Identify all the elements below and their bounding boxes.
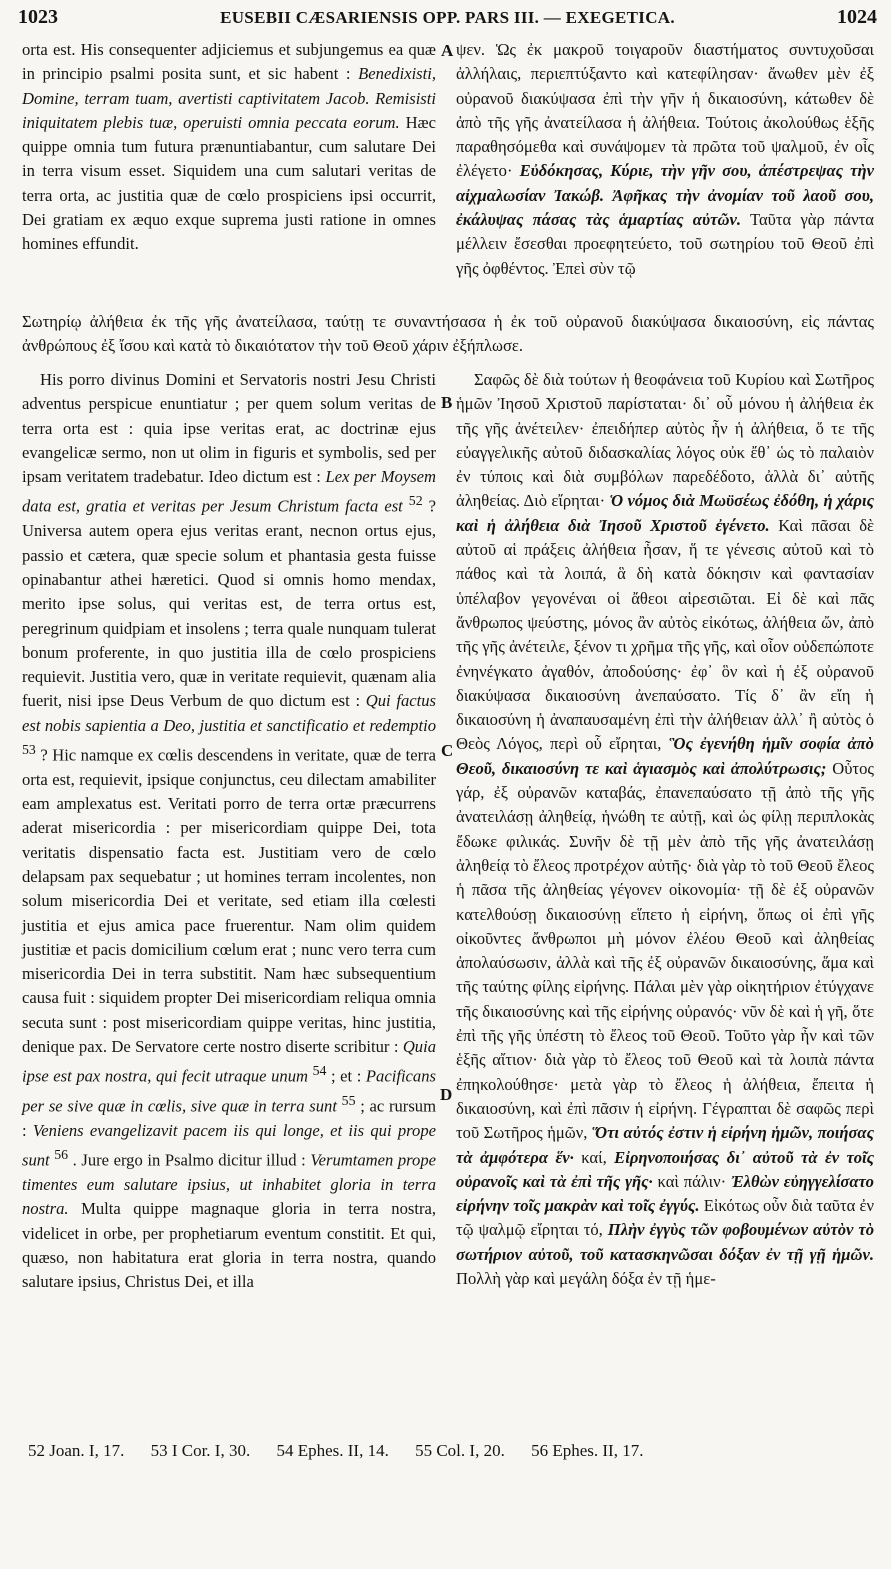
footnote: 56 Ephes. II, 17.	[531, 1441, 644, 1460]
greek-quote: Πλὴν ἐγγὺς τῶν φοβουμένων αὐτὸν τὸ σωτήριον αὐτοῦ, τοῦ κατασκηνῶσαι δόξαν ἐν τῇ γῇ ἡμῶν.	[456, 1220, 874, 1264]
page-header	[18, 4, 877, 34]
latin-quote: Pacificans per se sive quæ in cœlis, sive quæ in terra sunt	[22, 1066, 436, 1116]
greek-quote: Ὅτι αὐτός ἐστιν ἡ εἰρήνη ἡμῶν, ποιήσας τὰ ἀμφότερα ἕν·	[456, 1123, 874, 1167]
greek-quote: Ἐλθὼν εὐηγγελίσατο εἰρήνην τοῖς μακρὰν καὶ τοῖς ἐγγύς.	[456, 1171, 874, 1216]
greek-paragraph: Σαφῶς δὲ διὰ τούτων ἡ θεοφάνεια τοῦ Κυρίου καὶ Σωτῆρος ἡμῶν Ἰησοῦ Χριστοῦ παρίσταται· δι᾿ οὗ μόνου ἡ ἀλήθεια ἐκ τῆς γῆς ἀνέτειλεν· ἐπειδήπερ αὐτὸς ἦν ἡ ἀλήθεια, ὅ τε τῆς εὐαγγελικῆς αὐτοῦ διδασκαλίας λόγος οὐκ ἔθ᾿ ὡς τὸ παλαιὸν ἐν τύποις καὶ διὰ συμβόλων παρεδέδοτο, ἀλλὰ δι᾿ αὐτῆς ἀληθείας. Διὸ εἴρηται· Ὁ νόμος διὰ Μωϋσέως ἐδόθη, ἡ χάρις καὶ ἡ ἀλήθεια διὰ Ἰησοῦ Χριστοῦ ἐγένετο. Καὶ πᾶσαι δὲ αὐτοῦ αἱ πράξεις ἀλήθεια ἦσαν, ἥ τε γένεσις αὐτοῦ καὶ τὸ πάθος καὶ τὰ λοιπά, ἃ δὴ κατὰ δόκησιν καὶ φαντασίαν ὑπέλαβον γεγονέναι οἱ ἄθεοι αἱρεσιῶται. Εἰ δὲ καὶ πᾶς ἄνθρωπος ψεύστης, μόνος ἂν αὐτὸς εἰκότως, ἀλήθεια ὤν, ἀπὸ τῆς γῆς ἀνέτειλε, ξένον τι χρῆμα τῆς γῆς, καὶ οἷον οὐδεπώποτε ἐνηνέγκατο ἀγαθόν, ἀποδούσης· ἐφ᾿ ὃν καὶ ἡ ἐξ οὐρανοῦ διακύψασα δικαιοσύνη ἀνεπαύσατο. Τίς δ᾿ ἂν εἴη ἡ δικαιοσύνη ἡ ἀναπαυσαμένη ἐπὶ τὴν ἀλήθειαν ἀλλ᾿ ἢ αὐτὸς ὁ Θεὸς Λόγος, περὶ οὗ εἴρηται, Ὃς ἐγενήθη ἡμῖν σοφία ἀπὸ Θεοῦ, δικαιοσύνη τε καὶ ἁγιασμὸς καὶ ἀπολύτρωσις; Οὗτος γάρ, ἐξ οὐρανῶν καταβάς, ἐπανεπαύσατο τῇ ἀπὸ τῆς γῆς ἀνατειλάσῃ ἀληθείᾳ, ἡνώθη τε αὐτῇ, καὶ ὡς φίλῃ περιπλοκὰς ἔδωκε φιλικάς. Συνῆν δὲ τῇ μὲν ἀπὸ τῆς γῆς ἀνατειλάσῃ ἀληθείᾳ τὸ ἔλεος προτρέχον αὐτῆς· διὰ γὰρ τὸ τοῦ Θεοῦ ἔλεος ἡ πᾶσα τῆς ἀληθείας γέγονεν οἰκονομία· τῇ δὲ ἐξ οὐρανῶν κατελθούσῃ δικαιοσύνῃ εἵπετο ἡ εἰρήνη, ὅπως οἱ ἐπὶ γῆς οἰκοῦντες ἄνθρωποι μὴ μόνον ἐλέου Θεοῦ καὶ ἀληθείας ἀπολαύσωσιν, ἀλλὰ καὶ τῆς ἐξ οὐρανῶν δικαιοσύνης, ἅμα καὶ τῆς ταύτης φίλης εἰρήνης. Πάλαι μὲν γὰρ οἰκητήριον ἐτύγχανε τῆς δικαιοσύνης καὶ τῆς εἰρήνης οὐρανός· νῦν δὲ καὶ ἡ γῆ, ὅτε ἐπὶ τῆς γῆς ὑπέστη τὸ ἔλεος τοῦ Θεοῦ. Τοῦτο γὰρ ἦν καὶ τῶν ἑξῆς αἴτιον· διὰ γὰρ τὸ ἔλεος τοῦ Θεοῦ καὶ τὰ λοιπὰ πάντα ἐπηκολούθησε· μετὰ γὰρ τὸ ἔλεος ἡ ἀλήθεια, ἔπειτα ἡ δικαιοσύνη, καὶ ἐπὶ πᾶσιν ἡ εἰρήνη. Γέγραπται δὲ σαφῶς περὶ τοῦ Σωτῆρος ἡμῶν, Ὅτι αὐτός ἐστιν ἡ εἰρήνη ἡμῶν, ποιήσας τὰ ἀμφότερα ἕν· καί, Εἰρηνοποιήσας δι᾿ αὐτοῦ τὰ ἐν τοῖς οὐρανοῖς καὶ τὰ ἐπὶ τῆς γῆς· καὶ πάλιν· Ἐλθὼν εὐηγγελίσατο εἰρήνην τοῖς μακρὰν καὶ τοῖς ἐγγύς. Εἰκότως οὖν διὰ ταῦτα ἐν τῷ ψαλμῷ εἴρηται τό, Πλὴν ἐγγὺς τῶν φοβουμένων αὐτὸν τὸ σωτήριον αὐτοῦ, τοῦ κατασκηνῶσαι δόξαν ἐν τῇ γῇ ἡμῶν. Πολλὴ γὰρ καὶ μεγάλη δόξα ἐν τῇ ἡμε-	[456, 370, 874, 1288]
latin-quote: Veniens evangelizavit pacem iis qui longe, et iis qui prope sunt	[22, 1121, 436, 1170]
latin-column-top	[22, 38, 436, 257]
greek-quote: Ὁ νόμος διὰ Μωϋσέως ἐδόθη, ἡ χάρις καὶ ἡ ἀλήθεια διὰ Ἰησοῦ Χριστοῦ ἐγένετο.	[456, 491, 874, 535]
footnotes	[28, 1441, 888, 1461]
latin-quote: Lex per Moysem data est, gratia et veritas per Jesum Christum facta est	[22, 467, 436, 517]
footnote: 52 Joan. I, 17.	[28, 1441, 125, 1460]
latin-paragraph: orta est. His consequenter adjiciemus et subjungemus ea quæ in principio psalmi posita sunt, et sic habent : Benedixisti, Domine, terram tuam, avertisti captivitatem Jacob. Remisisti iniquitatem plebis tuæ, operuisti omnia peccata eorum. Hæc quippe omnia tum futura prænuntiabantur, cum salutare Dei in terra visum esset. Siquidem una cum salutari veritas de terra orta, ac justitia quæ de cœlo prospiciens ipsi occurrit, Dei gratiam ex æquo exque suprema justi ratione in omnes homines effundit.	[22, 40, 437, 254]
page-number-right: 1024	[837, 6, 877, 28]
page-number-left: 1023	[18, 6, 58, 28]
greek-quote: Εἰρηνοποιήσας δι᾿ αὐτοῦ τὰ ἐν τοῖς οὐρανοῖς καὶ τὰ ἐπὶ τῆς γῆς·	[456, 1147, 874, 1191]
latin-quote: Quia ipse est pax nostra, qui fecit utraque unum	[22, 1037, 437, 1086]
latin-quote: Qui factus est nobis sapientia a Deo, justitia et sanctificatio et redemptio	[22, 691, 436, 735]
footnote-ref: 55	[341, 1093, 356, 1109]
greek-spanning-line: Σωτηρίῳ ἀλήθεια ἐκ τῆς γῆς ἀνατείλασα, ταύτῃ τε συναντήσασα ἡ ἐκ τοῦ οὐρανοῦ διακύψασα δικαιοσύνη, εἰς πάντας ἀνθρώπους ἐξ ἴσου καὶ κατὰ τὸ δικαιότατον τὴν τοῦ Θεοῦ χάριν ἐξήπλωσε.	[22, 312, 874, 356]
latin-quote: Verumtamen prope timentes eum salutare ipsius, ut inhabitet gloria in terra nostra.	[22, 1150, 436, 1219]
greek-paragraph: ψεν. Ὡς ἐκ μακροῦ τοιγαροῦν διαστήματος συντυχοῦσαι ἀλλήλαις, περιεπτύξαντο καὶ κατεφίλησαν· ἄνωθεν μὲν ἐξ οὐρανοῦ διακύψασα ἐπὶ τὴν γῆν ἡ δικαιοσύνη, κάτωθεν δὲ ἀπὸ τῆς γῆς ἀνατείλασα ἡ ἀλήθεια. Τούτοις ἀκολούθως ἑξῆς παραθησόμεθα καὶ συνάψομεν τὰ πρῶτα τοῦ ψαλμοῦ, ἐν οἷς ἐλέγετο· Εὐδόκησας, Κύριε, τὴν γῆν σου, ἀπέστρεψας τὴν αἰχμαλωσίαν Ἰακώβ. Ἀφῆκας τὴν ἀνομίαν τοῦ λαοῦ σου, ἐκάλυψας πάσας τὰς ἁμαρτίας αὐτῶν. Ταῦτα γὰρ πάντα μέλλειν ἔσεσθαι προεφητεύετο, τοῦ σωτηρίου τοῦ Θεοῦ ἐπὶ γῆς ὀφθέντος. Ἐπεὶ σὺν τῷ	[456, 40, 874, 278]
latin-quote: Benedixisti, Domine, terram tuam, avertisti captivitatem Jacob. Remisisti iniquitatem plebis tuæ, operuisti omnia peccata eorum.	[22, 64, 437, 132]
section-marker-d: D	[440, 1085, 453, 1104]
footnote-ref: 54	[312, 1063, 327, 1079]
latin-column-main	[22, 368, 436, 1295]
section-marker-a: A	[441, 41, 454, 60]
footnote-ref: 53	[22, 741, 36, 757]
section-marker-c: C	[441, 741, 454, 760]
footnote: 54 Ephes. II, 14.	[276, 1441, 389, 1460]
greek-quote: Εὐδόκησας, Κύριε, τὴν γῆν σου, ἀπέστρεψας τὴν αἰχμαλωσίαν Ἰακώβ. Ἀφῆκας τὴν ἀνομίαν τοῦ λαοῦ σου, ἐκάλυψας πάσας τὰς ἁμαρτίας αὐτῶν.	[456, 161, 874, 230]
greek-column-top	[456, 38, 874, 281]
footnote: 55 Col. I, 20.	[415, 1441, 505, 1460]
footnote-ref: 56	[54, 1147, 69, 1163]
greek-quote: Ὃς ἐγενήθη ἡμῖν σοφία ἀπὸ Θεοῦ, δικαιοσύνη τε καὶ ἁγιασμὸς καὶ ἀπολύτρωσις;	[456, 734, 874, 778]
greek-column-main	[456, 368, 874, 1291]
footnote: 53 I Cor. I, 30.	[150, 1441, 251, 1460]
running-title: EUSEBII CÆSARIENSIS OPP. PARS III. — EXEGETICA.	[220, 8, 675, 27]
footnote-ref: 52	[408, 493, 423, 509]
latin-paragraph: His porro divinus Domini et Servatoris nostri Jesu Christi adventus perspicue enuntiatur ; per quem solum veritas de terra orta est : quia ipse veritas erat, ac doctrinæ ejus evangelicæ sermo, non ut olim in figuris et symbolis, sed per ipsam veritatem tradebatur. Ideo dictum est : Lex per Moysem data est, gratia et veritas per Jesum Christum facta est $^{52}$ ? Universa autem opera ejus veritas erant, necnon ortus ejus, passio et cætera, quæ specie solum et phantasia gesta fuisse opinabantur athei hæretici. Quod si omnis homo mendax, merito ipse solus, qui veritas est, de terra ortus est, peregrinum quidpiam et insolens ; terra quale nunquam tulerat bonum proferente, in quo justitia illa de cœlo prospiciens requievit. Justitia vero, quæ in veritate requievit, quænam alia fuerit, nisi ipse Deus Verbum de quo dictum est : Qui factus est nobis sapientia a Deo, justitia et sanctificatio et redemptio $^{53}$ ? Hic namque ex cœlis descendens in veritate, quæ de terra orta est, requievit, ipsique conjunctus, ceu dilectam amabiliter eam amplexatus est. Veritati porro de terra ortæ præcurrens aderat misericordia : per misericordiam quippe Dei, tota veritatis dispensatio facta est. Justitiam vero de cœlo delapsam pax sequebatur ; ut homines terram incolentes, non solum misericordia Dei et veritate, sed etiam illa cœlesti justitia et ejus amica pace fruerentur. Nam olim quidem justitiæ et pacis domicilium cœlum erat ; nunc vero terra cum misericordia Dei in terra substitit. Nam hæc subsequentium causa fuit : siquidem propter Dei misericordiam reliqua omnia secuta sunt : post misericordiam quippe veritas, hinc justitia, denique pax. De Servatore certe nostro diserte scribitur : Quia ipse est pax nostra, qui fecit utraque unum $^{54}$ ; et : Pacificans per se sive quæ in cœlis, sive quæ in terra sunt $^{55}$ ; ac rursum : Veniens evangelizavit pacem iis qui longe, et iis qui prope sunt $^{56}$ . Jure ergo in Psalmo dicitur illud : Verumtamen prope timentes eum salutare ipsius, ut inhabitet gloria in terra nostra. Multa quippe magnaque gloria in terra nostra, videlicet in orbe, per prophetiarum eventum constitit. Et qui, quæso, non habitatura erat gloria in terra nostra, quando salutare ipsius, Christus Dei, et illa	[22, 370, 437, 1292]
section-marker-b: B	[441, 393, 453, 412]
